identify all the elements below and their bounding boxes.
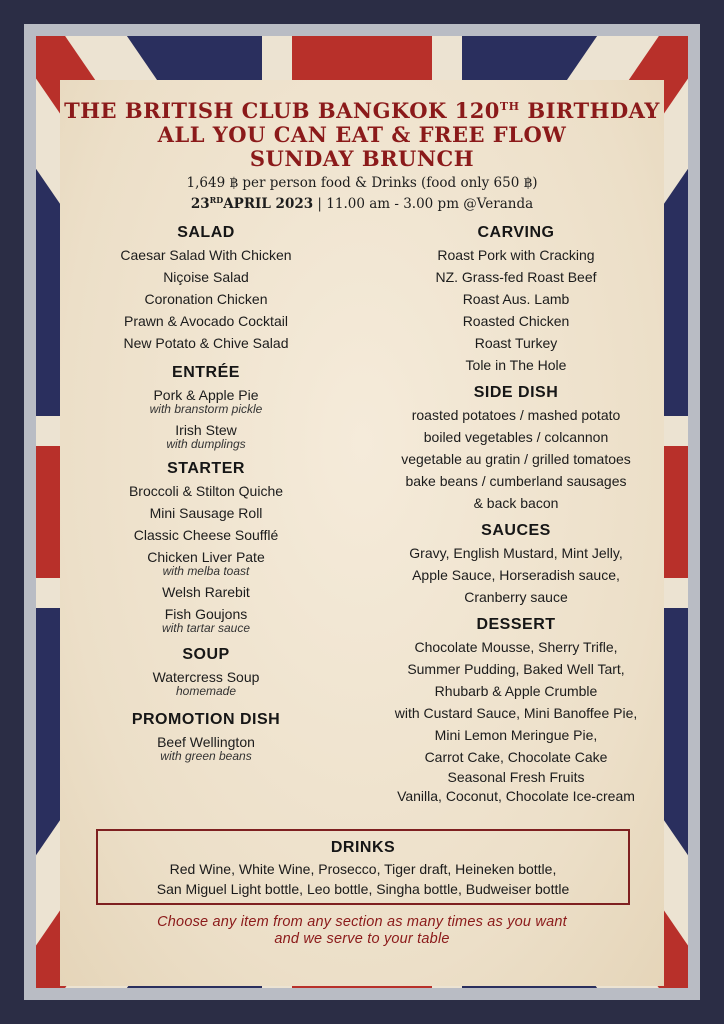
- list-item: Caesar Salad With Chicken: [120, 247, 292, 263]
- item-note: with branstorm pickle: [149, 402, 263, 416]
- list-item: Mini Lemon Meringue Pie,: [434, 727, 598, 743]
- drinks-box: [96, 829, 630, 905]
- drinks-line: Red Wine, White Wine, Prosecco, Tiger draft, Heineken bottle,: [169, 861, 557, 877]
- heading-sauces: SAUCES: [481, 522, 551, 539]
- title-line-1: THE BRITISH CLUB BANGKOK 120: [64, 98, 500, 123]
- list-item: Apple Sauce, Horseradish sauce,: [412, 567, 620, 583]
- heading-entree: ENTRÉE: [172, 364, 240, 381]
- list-item: & back bacon: [473, 495, 559, 511]
- list-item: Welsh Rarebit: [162, 584, 250, 600]
- heading-drinks: DRINKS: [330, 839, 396, 856]
- date-month-year: APRIL 2023: [223, 196, 314, 212]
- list-item: Vanilla, Coconut, Chocolate Ice-cream: [397, 788, 635, 804]
- list-item: Watercress Soup: [152, 669, 260, 685]
- list-item: Chicken Liver Pate: [147, 549, 265, 565]
- list-item: Roast Turkey: [474, 335, 558, 351]
- list-item: Chocolate Mousse, Sherry Trifle,: [414, 639, 618, 655]
- list-item: Fish Goujons: [164, 606, 248, 622]
- price-line: 1,649 ฿ per person food & Drinks (food only 650 ฿): [186, 175, 538, 191]
- list-item: Tole in The Hole: [465, 357, 567, 373]
- time-place: | 11.00 am - 3.00 pm @Veranda: [313, 196, 534, 212]
- list-item: Cranberry sauce: [464, 589, 568, 605]
- drinks-line: San Miguel Light bottle, Leo bottle, Singha bottle, Budweiser bottle: [156, 881, 570, 897]
- item-note: with tartar sauce: [161, 621, 251, 635]
- date-ordinal: RD: [209, 195, 224, 205]
- list-item: Pork & Apple Pie: [153, 387, 259, 403]
- list-item: Mini Sausage Roll: [149, 505, 263, 521]
- list-item: New Potato & Chive Salad: [123, 335, 289, 351]
- left-column: [60, 222, 352, 766]
- footer-line-1: Choose any item from any section as many times as you want: [157, 914, 567, 930]
- list-item: Prawn & Avocado Cocktail: [124, 313, 288, 329]
- list-item: Summer Pudding, Baked Well Tart,: [407, 661, 625, 677]
- heading-soup: SOUP: [182, 646, 230, 663]
- list-item: bake beans / cumberland sausages: [405, 473, 627, 489]
- title-ordinal: TH: [499, 100, 520, 113]
- item-note: homemade: [175, 684, 237, 698]
- heading-dessert: DESSERT: [476, 616, 556, 633]
- item-note: with melba toast: [162, 564, 250, 578]
- menu-title: [0, 95, 724, 171]
- list-item: Niçoise Salad: [163, 269, 249, 285]
- footer-note: [0, 914, 724, 948]
- item-note: with green beans: [160, 749, 252, 763]
- title-line-1-end: BIRTHDAY: [519, 98, 660, 123]
- list-item: Roast Pork with Cracking: [437, 247, 595, 263]
- list-item: Coronation Chicken: [144, 291, 268, 307]
- item-note: with dumplings: [166, 437, 246, 451]
- date-line: [0, 191, 724, 213]
- list-item: Broccoli & Stilton Quiche: [128, 483, 284, 499]
- list-item: Roasted Chicken: [462, 313, 570, 329]
- title-line-3: SUNDAY BRUNCH: [249, 146, 475, 171]
- list-item: Gravy, English Mustard, Mint Jelly,: [409, 545, 623, 561]
- list-item: boiled vegetables / colcannon: [423, 429, 609, 445]
- list-item: vegetable au gratin / grilled tomatoes: [401, 451, 631, 467]
- list-item: Carrot Cake, Chocolate Cake: [424, 749, 608, 765]
- list-item: Roast Aus. Lamb: [462, 291, 570, 307]
- heading-promotion: PROMOTION DISH: [131, 711, 281, 728]
- list-item: NZ. Grass-fed Roast Beef: [435, 269, 597, 285]
- date-day: 23: [190, 196, 210, 212]
- heading-side-dish: SIDE DISH: [473, 384, 559, 401]
- heading-salad: SALAD: [177, 224, 235, 241]
- list-item: Irish Stew: [175, 422, 237, 438]
- list-item: roasted potatoes / mashed potato: [411, 407, 621, 423]
- list-item: Beef Wellington: [157, 734, 255, 750]
- list-item: Classic Cheese Soufflé: [133, 527, 279, 543]
- list-item: Seasonal Fresh Fruits: [447, 769, 585, 785]
- heading-carving: CARVING: [477, 224, 555, 241]
- list-item: with Custard Sauce, Mini Banoffee Pie,: [394, 705, 638, 721]
- list-item: Rhubarb & Apple Crumble: [434, 683, 598, 699]
- right-column: [362, 222, 670, 806]
- title-line-2: ALL YOU CAN EAT & FREE FLOW: [157, 122, 567, 147]
- heading-starter: STARTER: [167, 460, 245, 477]
- footer-line-2: and we serve to your table: [274, 931, 450, 947]
